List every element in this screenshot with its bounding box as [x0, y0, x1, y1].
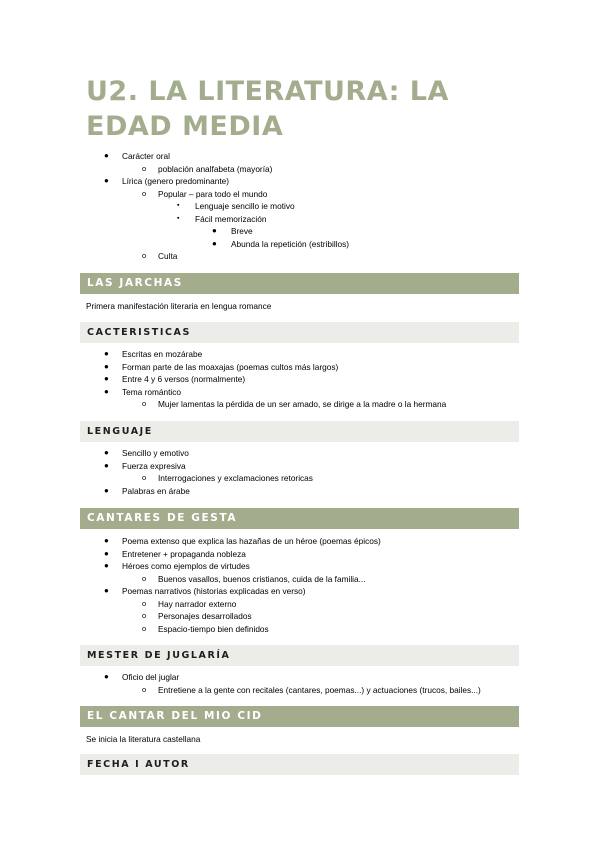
- bullet-icon: ●: [104, 361, 109, 371]
- mester-list: [0, 671, 599, 696]
- list-item: ● Entre 4 y 6 versos (normalmente): [104, 374, 246, 384]
- list-item: ● Tema romántico: [104, 386, 182, 397]
- bullet-icon: o: [142, 684, 147, 694]
- lenguaje-list: [0, 447, 599, 497]
- bullet-icon: ●: [104, 176, 109, 185]
- bullet-icon: ●: [212, 238, 217, 248]
- bullet-icon: ●: [104, 672, 109, 681]
- list-item: o población analfabeta (mayoría): [142, 163, 273, 174]
- bullet-icon: o: [142, 611, 147, 620]
- bullet-icon: o: [142, 623, 147, 633]
- bullet-icon: ●: [104, 386, 109, 396]
- list-item: ● Palabras en árabe: [104, 485, 190, 496]
- list-item: ● Sencillo y emotivo: [104, 448, 189, 458]
- list-item: ● Entretener + propaganda nobleza: [104, 548, 246, 559]
- bullet-icon: ●: [104, 374, 109, 383]
- list-item: ● Carácter oral: [104, 151, 170, 161]
- bullet-icon: ●: [104, 151, 109, 160]
- bullet-icon: ●: [104, 460, 109, 470]
- bullet-icon: ●: [104, 586, 109, 595]
- list-item: o Buenos vasallos, buenos cristianos, cuida de la familia...: [142, 573, 366, 584]
- cid-text: Se inicia la literatura castellana: [86, 734, 201, 744]
- jarchas-text: Primera manifestación literaria en lengua romance: [86, 301, 272, 311]
- list-item: o Mujer lamentas la pérdida de un ser amado, se dirige a la madre o la hermana: [142, 399, 447, 409]
- list-item: ▪ Lenguaje sencillo ie motivo: [177, 201, 295, 211]
- bullet-icon: ●: [104, 561, 109, 570]
- section-heading-lenguaje: LENGUAJE: [80, 421, 519, 442]
- list-item: ● Forman parte de las moaxajas (poemas cultos más largos): [104, 361, 339, 372]
- bullet-icon: ●: [104, 448, 109, 457]
- list-item: ● Poema extenso que explica las hazañas de un héroe (poemas épicos): [104, 536, 381, 546]
- bullet-icon: ●: [104, 349, 109, 358]
- list-item: ● Héroes como ejemplos de virtudes: [104, 561, 250, 571]
- list-item: o Entretiene a la gente con recitales (cantares, poemas...) y actuaciones (trucos, bailes...): [142, 684, 481, 695]
- section-heading-cid: EL CANTAR DEL MIO CID: [80, 706, 519, 727]
- list-item: o Personajes desarrollados: [142, 611, 252, 621]
- list-item: o Interrogaciones y exclamaciones retoricas: [142, 473, 313, 483]
- list-item: o Culta: [142, 251, 178, 261]
- bullet-icon: o: [142, 188, 147, 198]
- section-heading-jarchas: LAS JARCHAS: [80, 273, 519, 294]
- list-item: ● Abunda la repetición (estribillos): [212, 238, 350, 249]
- list-item: o Popular – para todo el mundo: [142, 188, 268, 199]
- bullet-icon: o: [142, 251, 147, 260]
- bullet-icon: o: [142, 163, 147, 173]
- list-item: ● Lírica (genero predominante): [104, 176, 229, 186]
- list-item: ● Escritas en mozárabe: [104, 349, 203, 359]
- bullet-icon: ●: [212, 226, 217, 235]
- bullet-icon: o: [142, 598, 147, 608]
- bullet-icon: o: [142, 473, 147, 482]
- caracteristicas-list: [0, 348, 599, 411]
- page-title: U2. LA LITERATURA: LA EDAD MEDIA: [86, 76, 449, 142]
- list-item: ● Fuerza expresiva: [104, 460, 186, 471]
- list-item: ● Oficio del juglar: [104, 672, 180, 682]
- section-heading-mester: MESTER DE JUGLARÍA: [80, 645, 519, 666]
- bullet-icon: ●: [104, 536, 109, 545]
- list-item: o Hay narrador externo: [142, 598, 237, 609]
- section-heading-fecha: FECHA I AUTOR: [80, 754, 519, 775]
- intro-list: [0, 150, 599, 263]
- bullet-icon: o: [142, 573, 147, 583]
- cantares-list: [0, 535, 599, 635]
- section-heading-caracteristicas: CACTERISTICAS: [80, 322, 519, 343]
- bullet-icon: o: [142, 399, 147, 408]
- section-heading-cantares: CANTARES DE GESTA: [80, 508, 519, 529]
- bullet-icon: ●: [104, 548, 109, 558]
- list-item: ● Poemas narrativos (historias explicadas en verso): [104, 586, 306, 596]
- bullet-icon: ▪: [177, 202, 180, 209]
- list-item: ▪ Fácil memorización: [177, 213, 267, 224]
- list-item: ● Breve: [212, 226, 253, 236]
- list-item: o Espacio-tiempo bien definidos: [142, 623, 269, 634]
- bullet-icon: ▪: [177, 214, 180, 222]
- bullet-icon: ●: [104, 485, 109, 495]
